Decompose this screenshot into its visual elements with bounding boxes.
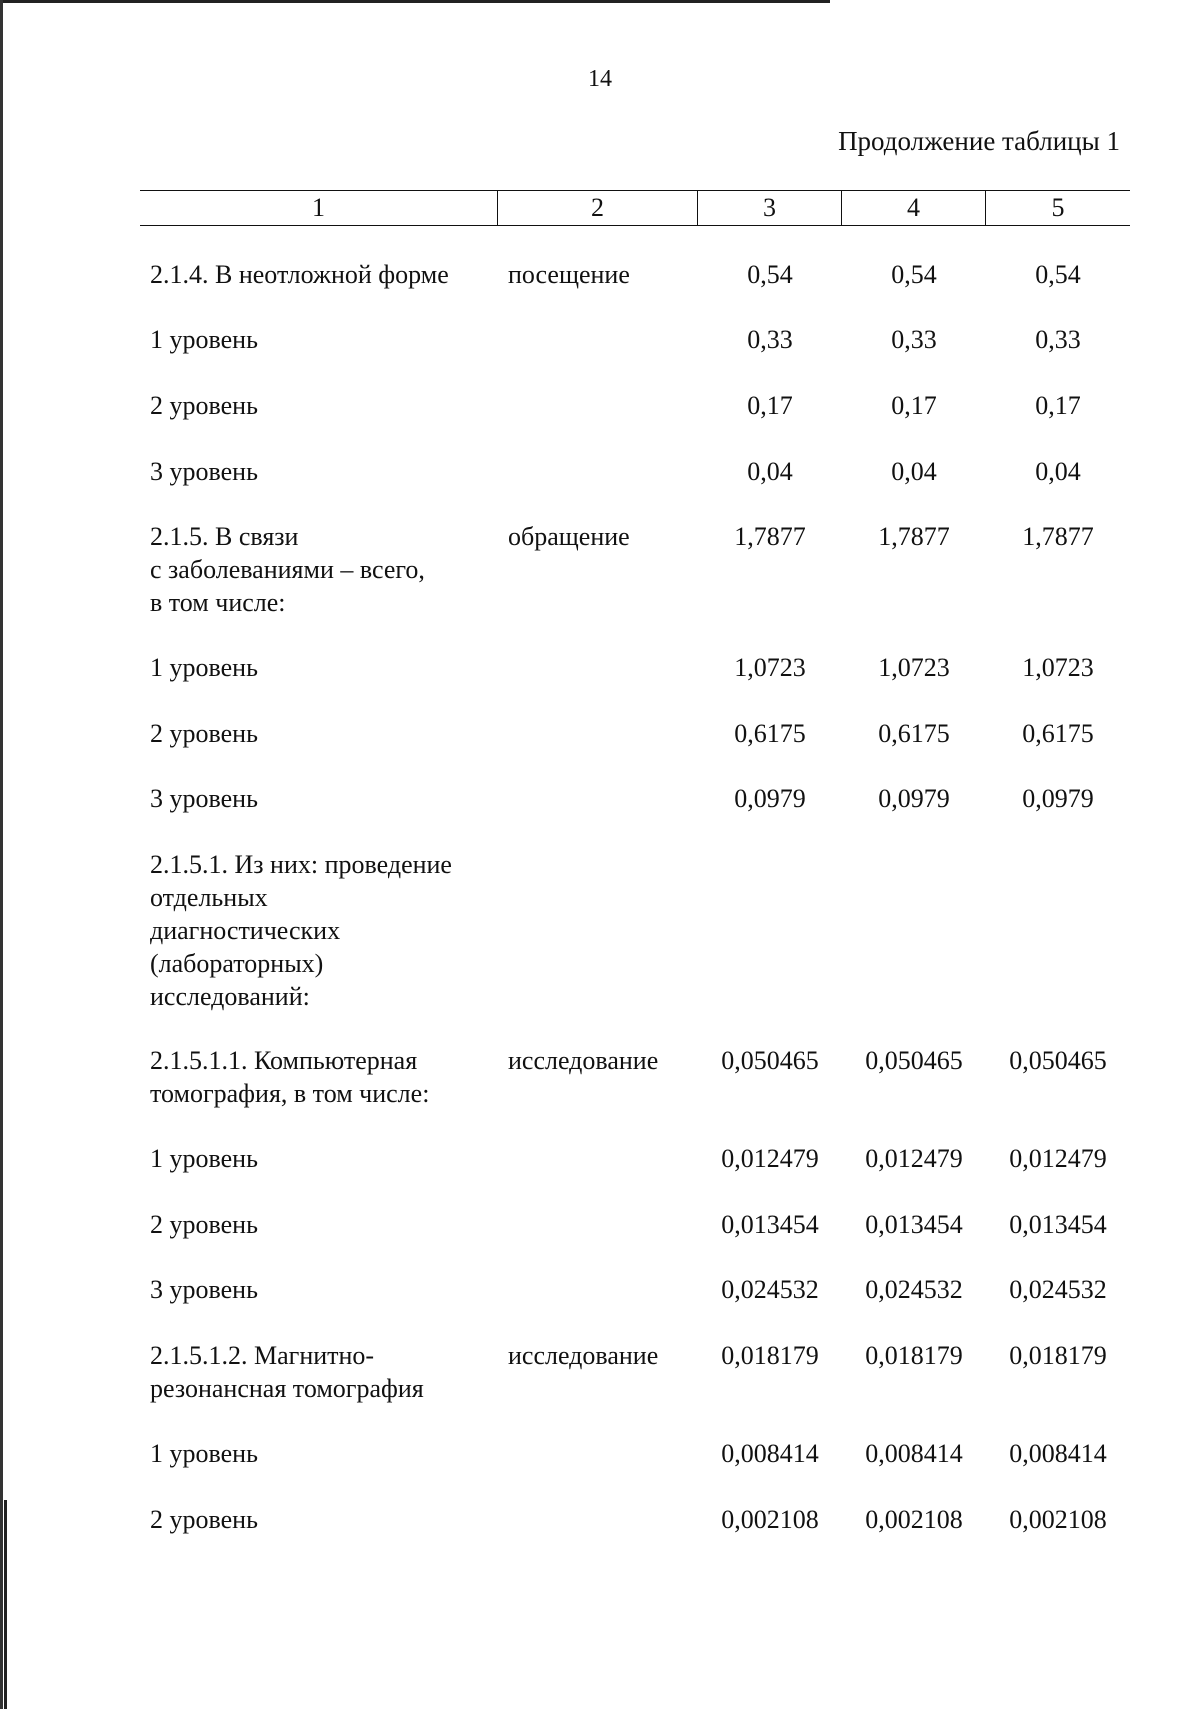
row-value-col4: 1,7877 xyxy=(878,522,950,551)
row-value-col3: 0,6175 xyxy=(734,719,806,748)
row-label-line: 2.1.5.1.1. Компьютерная xyxy=(150,1046,418,1075)
row-unit: обращение xyxy=(508,522,630,551)
row-value-col5: 0,002108 xyxy=(1009,1505,1107,1534)
row-value-col3: 0,33 xyxy=(747,325,793,354)
header-cell-5: 5 xyxy=(985,191,1130,225)
row-label-line: 2.1.5. В связи xyxy=(150,522,299,551)
row-value-col4: 0,33 xyxy=(891,325,937,354)
row-value-col5: 0,0979 xyxy=(1022,784,1094,813)
row-label xyxy=(150,717,490,750)
row-value-col4: 0,013454 xyxy=(865,1210,963,1239)
row-label-line: 2 уровень xyxy=(150,719,258,748)
row-label-line: (лабораторных) xyxy=(150,949,324,978)
row-unit: исследование xyxy=(508,1046,659,1075)
row-label-line: 2 уровень xyxy=(150,391,258,420)
row-label xyxy=(150,258,490,291)
row-value-col4: 0,6175 xyxy=(878,719,950,748)
scan-edge-left-bottom xyxy=(4,1500,7,1709)
row-value-col4: 1,0723 xyxy=(878,653,950,682)
row-value-col3: 0,013454 xyxy=(721,1210,819,1239)
row-value-col4: 0,54 xyxy=(891,260,937,289)
row-label-line: диагностических xyxy=(150,916,341,945)
row-value-col3: 0,012479 xyxy=(721,1144,819,1173)
header-cell-1: 1 xyxy=(312,193,325,222)
row-label xyxy=(150,520,490,619)
row-value-col5: 0,008414 xyxy=(1009,1439,1107,1468)
row-value-col3: 1,0723 xyxy=(734,653,806,682)
row-value-col5: 0,050465 xyxy=(1009,1046,1107,1075)
row-value-col3: 0,050465 xyxy=(721,1046,819,1075)
row-label xyxy=(150,1503,490,1536)
row-unit: посещение xyxy=(508,260,630,289)
row-value-col5: 1,0723 xyxy=(1022,653,1094,682)
row-value-col3: 0,54 xyxy=(747,260,793,289)
header-cell-2: 2 xyxy=(497,191,697,225)
row-label-line: 3 уровень xyxy=(150,784,258,813)
row-value-col4: 0,0979 xyxy=(878,784,950,813)
row-label-line: резонансная томография xyxy=(150,1374,424,1403)
row-label-line: томография, в том числе: xyxy=(150,1079,430,1108)
row-value-col5: 0,013454 xyxy=(1009,1210,1107,1239)
row-value-col3: 0,024532 xyxy=(721,1275,819,1304)
row-value-col5: 1,7877 xyxy=(1022,522,1094,551)
row-label xyxy=(150,323,490,356)
row-label-line: 1 уровень xyxy=(150,653,258,682)
row-label-line: 1 уровень xyxy=(150,325,258,354)
row-label-line: исследований: xyxy=(150,982,310,1011)
row-label-line: с заболеваниями – всего, xyxy=(150,555,425,584)
row-label-line: 2 уровень xyxy=(150,1505,258,1534)
row-value-col4: 0,012479 xyxy=(865,1144,963,1173)
row-label-line: отдельных xyxy=(150,883,268,912)
row-label-line: 2.1.5.1.2. Магнитно- xyxy=(150,1341,375,1370)
scan-edge-top xyxy=(0,0,830,3)
row-label xyxy=(150,848,490,1013)
row-label xyxy=(150,1273,490,1306)
row-value-col4: 0,002108 xyxy=(865,1505,963,1534)
row-value-col4: 0,024532 xyxy=(865,1275,963,1304)
row-label xyxy=(150,1339,490,1405)
table-continuation-caption: Продолжение таблицы 1 xyxy=(838,126,1120,156)
row-label xyxy=(150,782,490,815)
row-value-col4: 0,008414 xyxy=(865,1439,963,1468)
row-value-col3: 1,7877 xyxy=(734,522,806,551)
row-label-line: 2.1.4. В неотложной форме xyxy=(150,260,449,289)
row-label-line: 1 уровень xyxy=(150,1144,258,1173)
row-value-col4: 0,018179 xyxy=(865,1341,963,1370)
row-label xyxy=(150,651,490,684)
row-value-col3: 0,17 xyxy=(747,391,793,420)
row-label-line: 3 уровень xyxy=(150,1275,258,1304)
row-value-col3: 0,002108 xyxy=(721,1505,819,1534)
row-label xyxy=(150,389,490,422)
row-unit: исследование xyxy=(508,1341,659,1370)
row-label xyxy=(150,1437,490,1470)
scan-edge-left xyxy=(0,0,3,1709)
table-header xyxy=(140,190,1130,226)
header-cell-3: 3 xyxy=(697,191,841,225)
row-label xyxy=(150,1208,490,1241)
row-value-col5: 0,012479 xyxy=(1009,1144,1107,1173)
row-value-col5: 0,54 xyxy=(1035,260,1081,289)
row-label-line: 3 уровень xyxy=(150,457,258,486)
row-value-col5: 0,33 xyxy=(1035,325,1081,354)
row-value-col3: 0,0979 xyxy=(734,784,806,813)
row-label-line: в том числе: xyxy=(150,588,286,617)
row-value-col5: 0,018179 xyxy=(1009,1341,1107,1370)
row-label xyxy=(150,455,490,488)
header-cell-4: 4 xyxy=(841,191,985,225)
row-value-col5: 0,04 xyxy=(1035,457,1081,486)
row-value-col5: 0,6175 xyxy=(1022,719,1094,748)
row-label-line: 1 уровень xyxy=(150,1439,258,1468)
row-value-col3: 0,04 xyxy=(747,457,793,486)
row-label xyxy=(150,1142,490,1175)
row-value-col3: 0,008414 xyxy=(721,1439,819,1468)
row-label xyxy=(150,1044,490,1110)
row-value-col5: 0,17 xyxy=(1035,391,1081,420)
row-value-col3: 0,018179 xyxy=(721,1341,819,1370)
page-number: 14 xyxy=(588,66,612,92)
row-value-col4: 0,050465 xyxy=(865,1046,963,1075)
row-value-col4: 0,17 xyxy=(891,391,937,420)
row-label-line: 2 уровень xyxy=(150,1210,258,1239)
row-value-col4: 0,04 xyxy=(891,457,937,486)
row-value-col5: 0,024532 xyxy=(1009,1275,1107,1304)
row-label-line: 2.1.5.1. Из них: проведение xyxy=(150,850,452,879)
